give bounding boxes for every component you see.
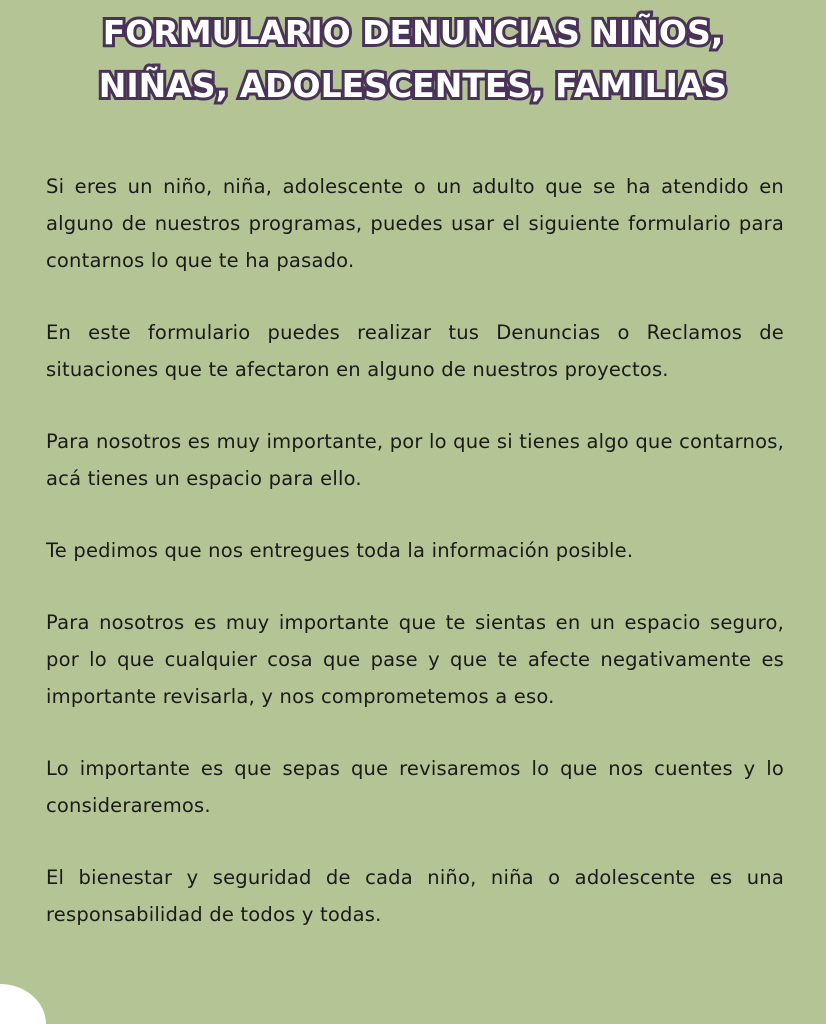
paragraph: El bienestar y seguridad de cada niño, niña o adolescente es una responsabilidad de todos y todas. [46, 866, 784, 926]
page-title-line-1: FORMULARIO DENUNCIAS NIÑOS, [102, 13, 724, 52]
paragraph: Te pedimos que nos entregues toda la información posible. [46, 539, 634, 562]
paragraph: Para nosotros es muy importante que te sientas en un espacio seguro, por lo que cualquier cosa que pase y que te afecte negativamente es importante revisarla, y nos comprometemos a eso. [46, 611, 784, 708]
intro-text [46, 168, 784, 968]
decorative-corner-shape [0, 984, 46, 1024]
page-title-line-2: NIÑAS, ADOLESCENTES, FAMILIAS [98, 66, 728, 105]
page-title [20, 6, 806, 112]
paragraph: Para nosotros es muy importante, por lo que si tienes algo que contarnos, acá tienes un espacio para ello. [46, 430, 784, 490]
paragraph: Lo importante es que sepas que revisaremos lo que nos cuentes y lo consideraremos. [46, 757, 784, 817]
paragraph: En este formulario puedes realizar tus Denuncias o Reclamos de situaciones que te afectaron en alguno de nuestros proyectos. [46, 321, 784, 381]
paragraph: Si eres un niño, niña, adolescente o un adulto que se ha atendido en alguno de nuestros programas, puedes usar el siguiente formulario para contarnos lo que te ha pasado. [46, 175, 784, 272]
